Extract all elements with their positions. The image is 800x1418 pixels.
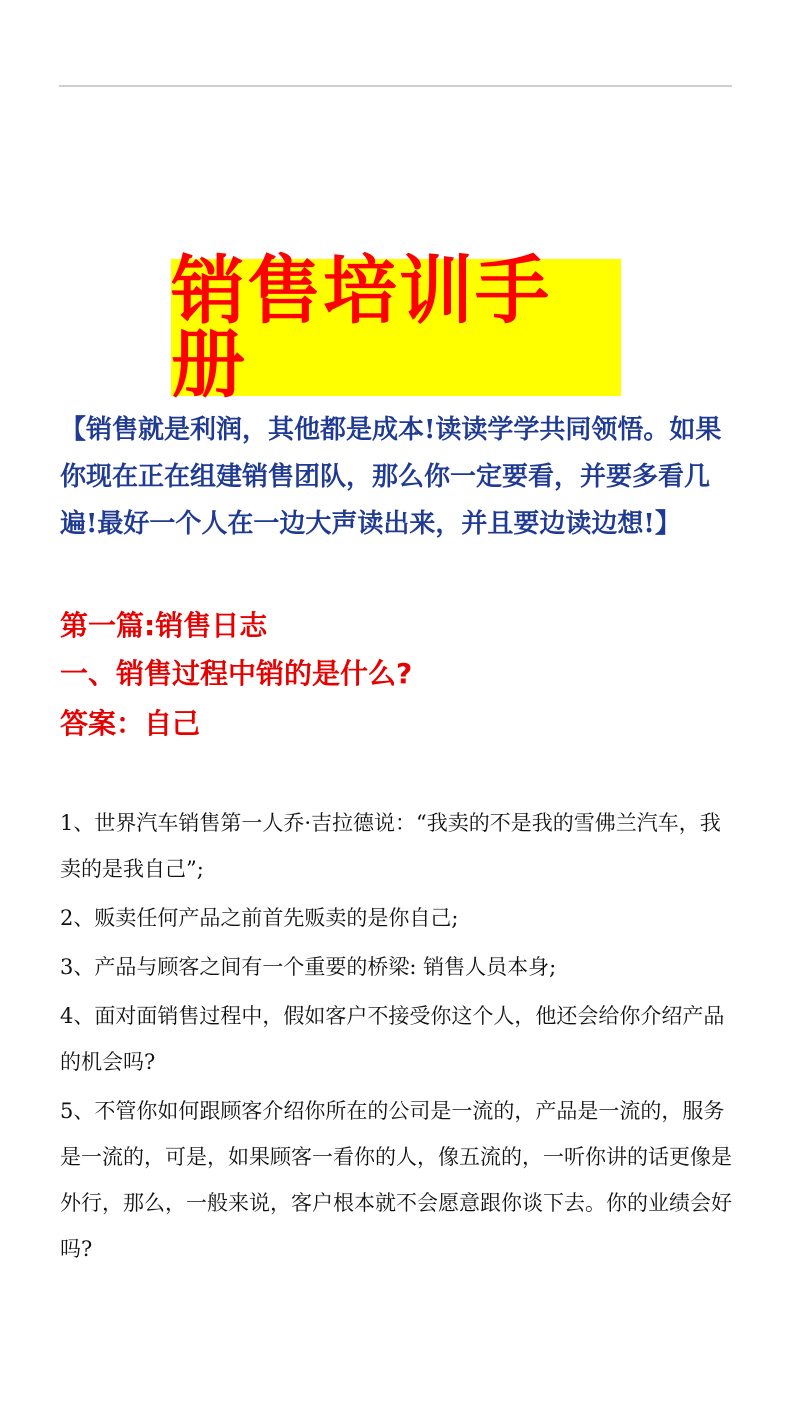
- list-item: 5、不管你如何跟顾客介绍你所在的公司是一流的，产品是一流的，服务是一流的，可是，如果顾客一看你的人，像五流的，一听你讲的话更像是外行，那么，一般来说，客户根本就不会愿意跟你谈下去。你的业绩会好吗?: [60, 1099, 732, 1261]
- list-item: 1、世界汽车销售第一人乔·吉拉德说：“我卖的不是我的雪佛兰汽车，我卖的是我自己”;: [60, 811, 721, 881]
- answer-heading: 答案：自己: [60, 707, 201, 740]
- document-title: 销售培训手册: [171, 247, 551, 408]
- intro-paragraph: 【销售就是利润，其他都是成本!读读学学共同领悟。如果你现在正在组建销售团队，那么你一定要看，并要多看几遍!最好一个人在一边大声读出来，并且要边读边想!】: [60, 415, 722, 539]
- part-heading: 第一篇:销售日志: [60, 609, 268, 642]
- top-divider: [59, 85, 732, 87]
- title-banner: [171, 247, 621, 408]
- points-list: [60, 800, 736, 1275]
- list-item: 3、产品与顾客之间有一个重要的桥梁: 销售人员本身;: [60, 955, 557, 979]
- list-item: 4、面对面销售过程中，假如客户不接受你这个人，他还会给你介绍产品的机会吗?: [60, 1004, 725, 1074]
- list-item: 2、贩卖任何产品之前首先贩卖的是你自己;: [60, 906, 459, 930]
- question-heading: 一、销售过程中销的是什么?: [60, 657, 413, 690]
